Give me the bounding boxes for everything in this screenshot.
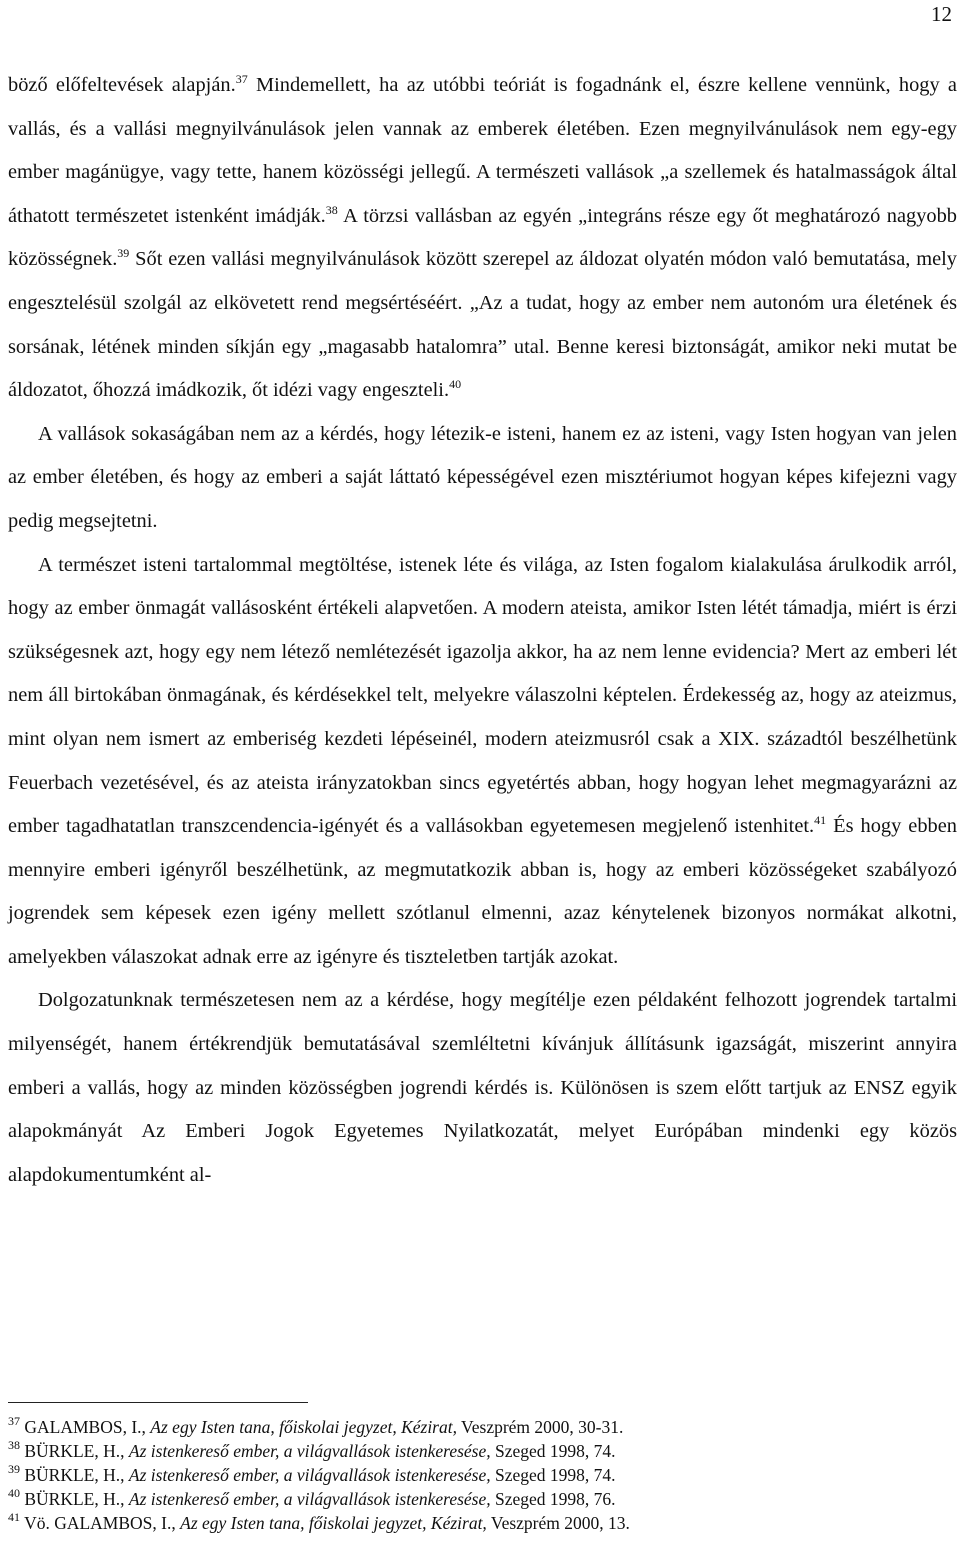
footnote-publication: Veszprém 2000, 13.	[486, 1513, 630, 1533]
text-run: Dolgozatunknak természetesen nem az a kérdése, hogy megítélje ezen példaként felhozott jogrendek tartalmi milyenségét, hanem értékrendjük bemutatásával szemléltetni kívánjuk állításunk igazságát, miszerint annyira emberi a vallás, hogy az minden közösségben jogrendi kérdés is. Különösen is szem előtt tartjuk az ENSZ egyik alapokmányát Az Emberi Jogok Egyetemes Nyilatkozatát, melyet Európában mindenki egy közös alapdokumentumként al-	[8, 989, 957, 1186]
footnote-title: Az istenkereső ember, a világvallások istenkeresése,	[128, 1465, 491, 1485]
footnote-author: Vö. GALAMBOS, I.,	[24, 1513, 181, 1533]
footnote-publication: Veszprém 2000, 30-31.	[456, 1417, 624, 1437]
text-run: A természet isteni tartalommal megtöltése, istenek léte és világa, az Isten fogalom kialakulása árulkodik arról, hogy az ember önmagát vallásosként értékeli alapvetően. A modern ateista, amikor Isten létét támadja, miért is érzi szükségesnek azt, hogy egy nem létező nemlétezését igazolja akkor, ha az nem lenne evidencia? Mert az emberi lét nem áll birtokában önmagának, és kérdésekkel telt, melyekre válaszolni képtelen. Érdekesség az, hogy az ateizmus, mint olyan nem ismert az emberiség kezdeti lépéseinél, modern ateizmusról csak a XIX. századtól beszélhetünk Feuerbach vezetésével, és az ateista irányzatokban sincs egyetértés abban, hogy hogyan lehet megmagyarázni az ember tagadhatatlan transzcendencia-igényét és a vallásokban egyetemesen megjelenő istenhitet.	[8, 553, 957, 838]
footnote-number: 40	[8, 1486, 20, 1500]
footnote-title: Az istenkereső ember, a világvallások istenkeresése,	[128, 1489, 491, 1509]
text-run: A vallások sokaságában nem az a kérdés, hogy létezik-e isteni, hanem ez az isteni, vagy Isten hogyan van jelen az ember életében, és hogy az emberi a saját láttató képességével ezen misztériumot hogyan képes kifejezni vagy pedig megsejtetni.	[8, 422, 957, 532]
footnote-title: Az istenkereső ember, a világvallások istenkeresése,	[128, 1441, 491, 1461]
footnote-publication: Szeged 1998, 74.	[490, 1465, 616, 1485]
footnote-number: 38	[8, 1438, 20, 1452]
text-run: És hogy ebben mennyire emberi igényről beszélhetünk, az megmutatkozik abban is, hogy az emberi közösségeket szabályozó jogrendek sem képesek ezen igény mellett szótlanul elmenni, azaz kénytelenek bizonyos normákat alkotni, amelyekben válaszokat adnak erre az igényre és tiszteletben tartják azokat.	[8, 815, 957, 968]
text-run: A törzsi vallásban az egyén „integráns része egy őt meghatározó nagyobb közösségnek.	[8, 204, 957, 271]
footnote-number: 41	[8, 1510, 20, 1524]
footnote-title: Az egy Isten tana, főiskolai jegyzet, Kézirat,	[180, 1513, 487, 1533]
footnote-ref-40: 40	[449, 377, 462, 392]
paragraph-1	[8, 64, 957, 413]
footnote-40	[8, 1487, 957, 1511]
paragraph-4	[8, 979, 957, 1197]
footnote-ref-39: 39	[117, 246, 130, 261]
footnote-41	[8, 1511, 957, 1535]
footnotes	[8, 1415, 957, 1535]
text-run: Sőt ezen vallási megnyilvánulások között szerepel az áldozat olyatén módon való bemutatása, mely engesztelésül szolgál az elkövetett rend megsértéséért. „Az a tudat, hogy az ember nem autonóm ura életének és sorsának, létének minden síkján egy „magasabb hatalomra” utal. Benne keresi biztonságát, amikor neki mutat be áldozatot, őhozzá imádkozik, őt idézi vagy engeszteli.	[8, 248, 957, 402]
text-run: Mindemellett, ha az utóbbi teóriát is fogadnánk el, észre kellene vennünk, hogy a vallás, és a vallási megnyilvánulások jelen vannak az emberek életében. Ezen megnyilvánulások nem egy-egy ember magánügye, vagy tette, hanem közösségi jellegű. A természeti vallások „a szellemek és hatalmasságok által áthatott természetet istenként imádják.	[8, 74, 957, 227]
footnote-author: BÜRKLE, H.,	[24, 1489, 129, 1509]
paragraph-2	[8, 413, 957, 544]
footnote-publication: Szeged 1998, 76.	[490, 1489, 616, 1509]
footnote-39	[8, 1463, 957, 1487]
footnote-number: 37	[8, 1414, 20, 1428]
footnote-divider	[8, 1402, 308, 1403]
body-text	[8, 64, 957, 1197]
footnote-ref-38: 38	[325, 202, 338, 217]
footnote-author: BÜRKLE, H.,	[24, 1465, 129, 1485]
footnote-ref-37: 37	[235, 72, 248, 86]
footnote-ref-41: 41	[814, 813, 827, 828]
footnote-author: GALAMBOS, I.,	[24, 1417, 151, 1437]
footnote-number: 39	[8, 1462, 20, 1476]
footnote-38	[8, 1439, 957, 1463]
footnote-publication: Szeged 1998, 74.	[490, 1441, 616, 1461]
text-run: böző előfeltevések alapján.	[8, 74, 236, 96]
footnote-author: BÜRKLE, H.,	[24, 1441, 129, 1461]
paragraph-3	[8, 544, 957, 980]
footnote-title: Az egy Isten tana, főiskolai jegyzet, Kézirat,	[150, 1417, 457, 1437]
footnote-37	[8, 1415, 957, 1439]
page-number: 12	[931, 2, 952, 26]
